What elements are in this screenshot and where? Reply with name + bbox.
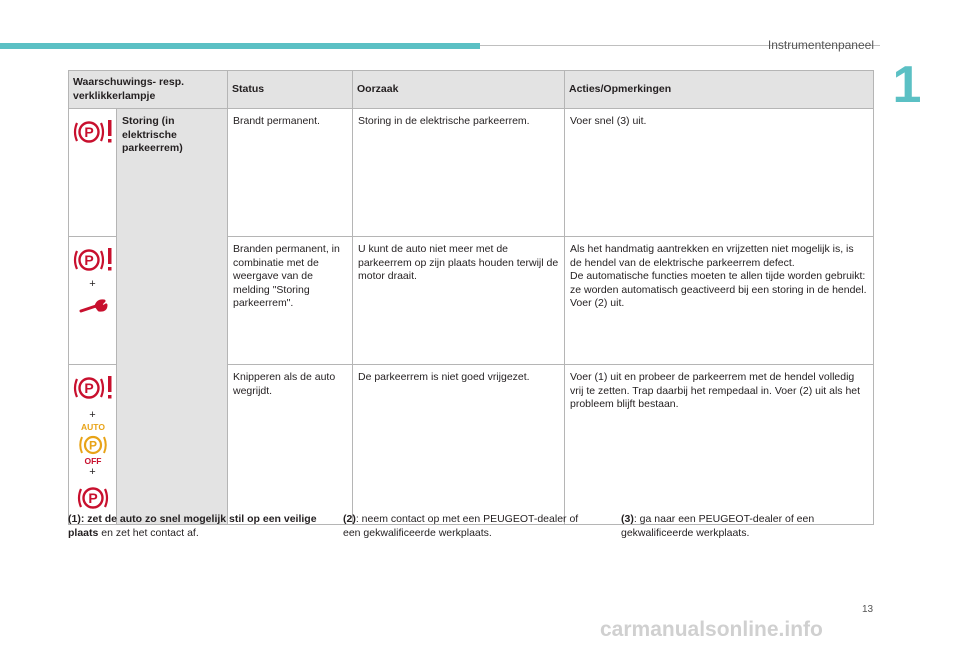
footnote-3-ref: (3) (621, 513, 634, 525)
footnote-2-text: : neem contact op met een PEUGEOT-dealer of een gekwalificeerde werkplaats. (343, 513, 579, 539)
lamp-name: Storing (in elektrische parkeerrem) (117, 109, 228, 525)
parking-brake-fault-icon (73, 117, 113, 147)
footnote-2-ref: (2) (343, 513, 356, 525)
row3-status: Knipperen als de auto wegrijdt. (228, 365, 353, 525)
row3-icons (69, 365, 117, 525)
row1-action: Voer snel (3) uit. (565, 109, 874, 237)
footnote-1-text: en zet het contact af. (98, 527, 199, 539)
row2-cause: U kunt de auto niet meer met de parkeerrem op zijn plaats houden terwijl de motor draait. (353, 237, 565, 365)
plus-sign: + (89, 409, 96, 421)
warning-lamp-table (68, 70, 874, 525)
row2-status: Branden permanent, in combinatie met de weergave van de melding "Storing parkeerrem". (228, 237, 353, 365)
col-header-status: Status (228, 71, 353, 109)
chapter-number (893, 60, 921, 105)
plus-sign: + (89, 466, 96, 478)
row2-action-line1: Als het handmatig aantrekken en vrijzetten niet mogelijk is, is de hendel van de elektrische parkeerrem defect. (570, 243, 854, 269)
row1-cause: Storing in de elektrische parkeerrem. (353, 109, 565, 237)
row2-action-line3: Voer (2) uit. (570, 297, 625, 309)
auto-label: AUTO (80, 422, 105, 432)
row3-action: Voer (1) uit en probeer de parkeerrem met de hendel volledig vrij te zetten. Trap daarbij het rempedaal in. Voer (2) uit als het probleem blijft bestaan. (565, 365, 874, 525)
off-label: OFF (84, 456, 101, 466)
row3-cause: De parkeerrem is niet goed vrijgezet. (353, 365, 565, 525)
page-number: 13 (862, 604, 874, 615)
footnote-3-text: : ga naar een PEUGEOT-dealer of een gekwalificeerde werkplaats. (621, 513, 815, 539)
footnote-1 (68, 512, 328, 540)
footnote-1-bold: : zet de auto zo snel mogelijk stil op een veilige plaats (68, 513, 317, 539)
parking-brake-fault-icon (73, 245, 113, 275)
row2-action (565, 237, 874, 365)
auto-off-parking-brake-icon (77, 422, 109, 466)
row1-status: Brandt permanent. (228, 109, 353, 237)
table-row (69, 109, 874, 237)
col-header-lamp: Waarschuwings- resp. verklikkerlampje (69, 71, 228, 109)
footnote-1-ref: (1) (68, 513, 81, 525)
footnote-3 (621, 512, 871, 540)
footnote-2 (343, 512, 593, 540)
wrench-icon (78, 297, 108, 317)
watermark: carmanualsonline.info (600, 618, 823, 641)
col-header-action: Acties/Opmerkingen (565, 71, 874, 109)
row2-icons (69, 237, 117, 365)
parking-brake-icon (76, 483, 110, 513)
chapter-number-text: 1 (893, 60, 921, 105)
row1-icons (69, 109, 117, 237)
row2-action-line2: De automatische functies moeten te allen tijde worden gebruikt: ze worden automatisch geactiveerd bij een storing in de hendel. (570, 270, 867, 296)
plus-sign: + (89, 278, 96, 290)
col-header-cause: Oorzaak (353, 71, 565, 109)
header-accent-bar (0, 43, 480, 49)
parking-brake-fault-icon (73, 373, 113, 403)
table-header-row (69, 71, 874, 109)
section-title: Instrumentenpaneel (767, 38, 874, 52)
